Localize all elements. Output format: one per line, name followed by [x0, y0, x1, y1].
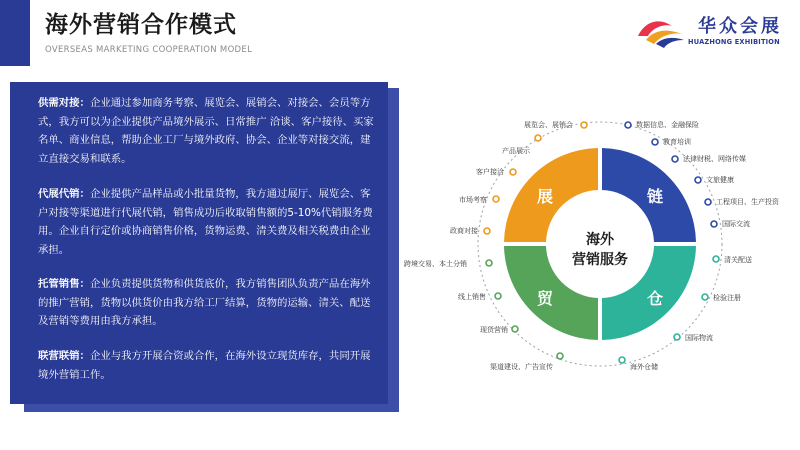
paragraph-term: 供需对接：: [38, 97, 90, 109]
label-overseas-warehouse: 海外仓储: [630, 363, 658, 371]
label-dot: [557, 353, 563, 359]
quadrant-label-exhibition: 展: [536, 187, 553, 206]
paragraph-custody-sales: [38, 275, 374, 331]
brand-name-en: HUAZHONG EXHIBITION: [688, 38, 780, 46]
label-dot: [484, 228, 490, 234]
diagram-center-title: [558, 230, 642, 270]
label-market-survey: 市场考察: [459, 196, 487, 204]
label-channel-building: 渠道建设、广告宣传: [490, 363, 553, 371]
label-dot: [672, 156, 678, 162]
paragraph-body: 企业负责提供货物和供货底价，我方销售团队负责产品在海外的推广营销，货物以供货价由我方给工厂结算，货物的运输、清关、配送及营销等费用由我方承担。: [38, 278, 371, 327]
label-spot-marketing: 现货营销: [480, 326, 508, 334]
paragraph-supply-demand: [38, 94, 374, 168]
paragraph-term: 代展代销：: [38, 188, 90, 200]
description-panel: [10, 82, 388, 404]
service-diagram: [404, 110, 790, 450]
label-legal-media: 法律财税、网络传媒: [683, 155, 746, 163]
paragraph-body: 企业通过参加商务考察、展览会、展销会、对接会、会员等方式，我方可以为企业提供产品境外展示、日常推广 洽谈、客户接待、买家名单、商业信息，帮助企业工厂与境外政府、协会、企业等对接交流，建立直接交易和联系。: [38, 97, 374, 165]
label-dot: [695, 177, 701, 183]
paragraph-body: 企业与我方开展合资或合作，在海外设立现货库存，共同开展境外营销工作。: [38, 350, 371, 381]
label-dot: [512, 326, 518, 332]
label-culture-health: 文旅健康: [706, 176, 734, 184]
paragraph-body: 企业提供产品样品或小批量货物，我方通过展厅、展览会、客户对接等渠道进行代展代销，销售成功后收取销售额的5-10%代销服务费用。企业自行定价或协商销售价格，货物运费、清关费及相关税费由企业承担。: [38, 188, 373, 256]
header-accent-bar: [0, 0, 30, 66]
label-exhibition-fair: 展览会、展销会: [524, 121, 573, 129]
label-dot: [705, 199, 711, 205]
brand-logo-icon: [636, 14, 686, 50]
brand-name: 华众会展: [698, 16, 782, 37]
label-dot: [652, 139, 658, 145]
label-dot: [535, 135, 541, 141]
center-title-line2: 营销服务: [572, 252, 628, 268]
label-customs: 清关配送: [724, 256, 752, 264]
label-engineering: 工程项目、生产投资: [716, 198, 779, 206]
page-subtitle: OVERSEAS MARKETING COOPERATION MODEL: [45, 45, 253, 55]
quadrant-label-trade: 贸: [536, 289, 553, 308]
label-dot: [625, 122, 631, 128]
quadrant-label-warehouse: 仓: [646, 289, 663, 308]
label-data-finance: 数据信息、金融保险: [636, 121, 699, 129]
paragraph-joint-sales: [38, 347, 374, 384]
label-product-display: 产品展示: [502, 147, 530, 155]
quadrant-label-chain: 链: [646, 187, 663, 206]
label-dot: [713, 256, 719, 262]
label-dot: [486, 260, 492, 266]
label-intl-exchange: 国际交流: [722, 220, 750, 228]
label-dot: [619, 357, 625, 363]
label-client-reception: 客户接洽: [476, 168, 504, 176]
label-dot: [495, 293, 501, 299]
label-dot: [493, 196, 499, 202]
label-dot: [510, 169, 516, 175]
label-dot: [674, 334, 680, 340]
page-title: 海外营销合作模式: [45, 12, 237, 38]
label-gov-business: 政商对接: [450, 227, 478, 235]
paragraph-term: 联营联销：: [38, 350, 90, 362]
paragraph-term: 托管销售：: [38, 278, 90, 290]
label-inspection: 检验注册: [713, 294, 741, 302]
label-dot: [711, 221, 717, 227]
label-dot: [581, 122, 587, 128]
label-intl-logistics: 国际物流: [685, 334, 713, 342]
label-cross-border: 跨境交易、本土分销: [404, 260, 467, 268]
label-education: 教育培训: [663, 138, 691, 146]
label-dot: [702, 294, 708, 300]
label-online-sales: 线上销售: [458, 293, 486, 301]
center-title-line1: 海外: [586, 232, 614, 248]
paragraph-agency-sales: [38, 185, 374, 259]
